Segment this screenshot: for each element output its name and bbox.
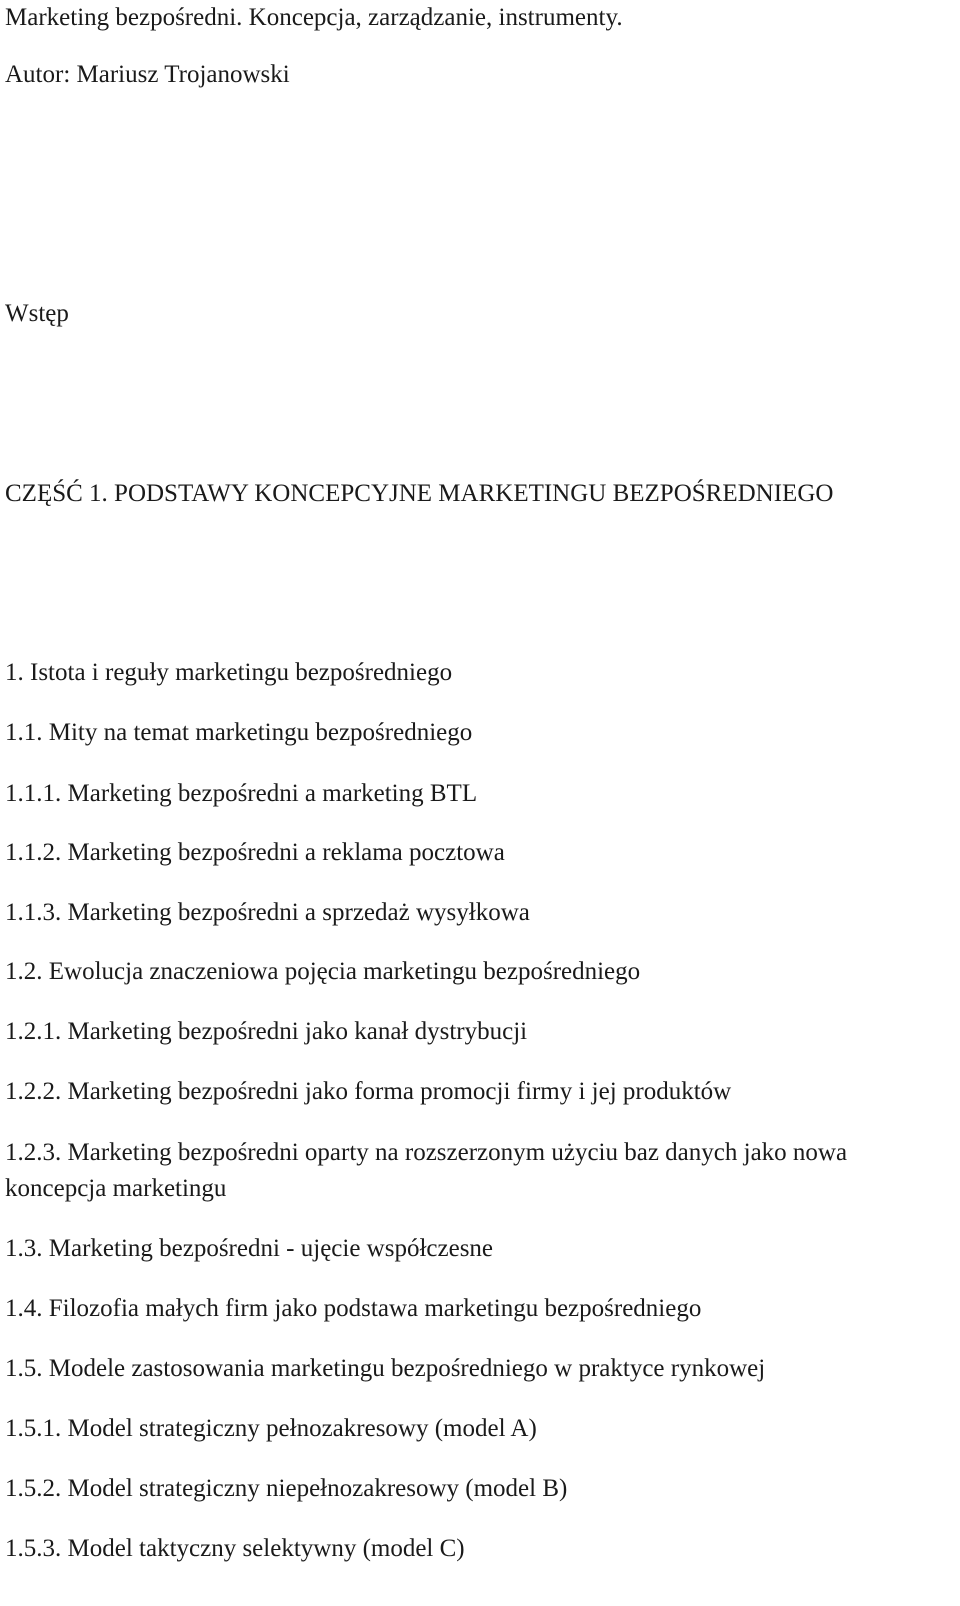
part-heading: CZĘŚĆ 1. PODSTAWY KONCEPCYJNE MARKETINGU BEZPOŚREDNIEGO	[5, 480, 834, 507]
intro-heading: Wstęp	[5, 300, 69, 327]
toc-entry: 1.5.1. Model strategiczny pełnozakresowy (model A)	[5, 1415, 537, 1442]
toc-entry: 1.5. Modele zastosowania marketingu bezpośredniego w praktyce rynkowej	[5, 1355, 766, 1382]
toc-entry: 1.1.2. Marketing bezpośredni a reklama pocztowa	[5, 839, 505, 866]
toc-entry: 1. Istota i reguły marketingu bezpośredniego	[5, 659, 453, 686]
toc-entry: 1.5.2. Model strategiczny niepełnozakresowy (model B)	[5, 1475, 568, 1502]
document-author: Autor: Mariusz Trojanowski	[5, 61, 290, 88]
toc-entry: 1.2.1. Marketing bezpośredni jako kanał dystrybucji	[5, 1018, 528, 1045]
toc-entry: 1.2.3. Marketing bezpośredni oparty na rozszerzonym użyciu baz danych jako nowa koncepcja marketingu	[5, 1139, 848, 1202]
toc-entry: 1.1.1. Marketing bezpośredni a marketing BTL	[5, 780, 478, 807]
toc-entry: 1.4. Filozofia małych firm jako podstawa marketingu bezpośredniego	[5, 1295, 702, 1322]
document-title: Marketing bezpośredni. Koncepcja, zarządzanie, instrumenty.	[5, 4, 623, 31]
toc-entry: 1.2. Ewolucja znaczeniowa pojęcia marketingu bezpośredniego	[5, 958, 641, 985]
toc-entry: 1.1.3. Marketing bezpośredni a sprzedaż wysyłkowa	[5, 899, 530, 926]
toc-entry: 1.3. Marketing bezpośredni - ujęcie współczesne	[5, 1235, 494, 1262]
toc-entry: 1.2.2. Marketing bezpośredni jako forma promocji firmy i jej produktów	[5, 1078, 732, 1105]
toc-entry: 1.5.3. Model taktyczny selektywny (model C)	[5, 1535, 465, 1562]
toc-entry: 1.1. Mity na temat marketingu bezpośredniego	[5, 719, 473, 746]
